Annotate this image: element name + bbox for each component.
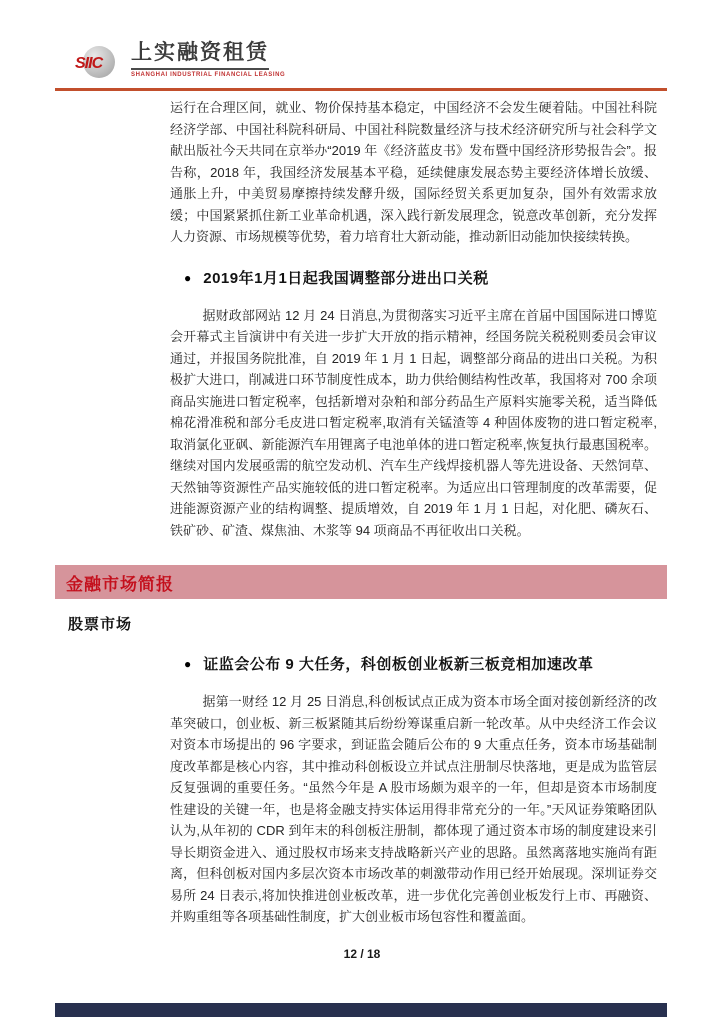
csrc-heading-text: 证监会公布 9 大任务，科创板创业板新三板竞相加速改革: [203, 656, 594, 673]
logo-siic-text: SIIC: [75, 55, 103, 72]
bullet-icon: ●: [184, 657, 192, 671]
page-number: 12 / 18: [343, 947, 381, 961]
header-divider: [55, 88, 667, 91]
csrc-heading: [184, 654, 657, 675]
footer-bar: [55, 1003, 667, 1017]
content-column: [66, 97, 657, 928]
bullet-icon: ●: [184, 270, 192, 285]
tariff-paragraph: 据财政部网站 12 月 24 日消息,为贯彻落实习近平主席在首届中国国际进口博览会开幕式主旨演讲中有关进一步扩大开放的指示精神，经国务院关税税则委员会审议通过，并报国务院批准，自 2019 年 1 月 1 日起，调整部分商品的进出口关税。为积极扩大进口，削减进口环节制度性成本，助力供给侧结构性改革，我国将对 700 余项商品实施进口暂定税率，包括新增对杂粕和部分药品生产原料实施零关税，适当降低棉花滑准税和部分毛皮进口暂定税率,取消有关锰渣等 4 种固体废物的进口暂定税率,取消氯化亚砜、新能源汽车用锂离子电池单体的进口暂定税率,恢复执行最惠国税率。继续对国内发展亟需的航空发动机、汽车生产线焊接机器人等先进设备、天然饲草、天然铀等资源性产品实施较低的进口暂定税率。为适应出口管理制度的改革需要，促进能源资源产业的结构调整、提质增效，自 2019 年 1 月 1 日起，对化肥、磷灰石、铁矿砂、矿渣、煤焦油、木浆等 94 项商品不再征收出口关税。: [170, 307, 657, 538]
header: [75, 36, 285, 78]
company-logo: [75, 36, 285, 78]
logo-names: [131, 36, 285, 78]
tariff-heading: [184, 268, 657, 289]
company-name-en: SHANGHAI INDUSTRIAL FINANCIAL LEASING: [131, 72, 286, 78]
section-banner-label: 金融市场简报: [66, 574, 174, 594]
section-banner: [55, 565, 667, 599]
tariff-heading-text: 2019年1月1日起我国调整部分进出口关税: [203, 269, 489, 287]
siic-logo-icon: [75, 46, 123, 78]
company-name-cn: 上实融资租赁: [131, 36, 269, 70]
intro-paragraph: 运行在合理区间，就业、物价保持基本稳定，中国经济不会发生硬着陆。中国社科院经济学部、中国社科院科研局、中国社科院数量经济与技术经济研究所与社会科学文献出版社今天共同在京举办“2019 年《经济蓝皮书》发布暨中国经济形势报告会”。报告称，2018 年，我国经济发展基本平稳，延续健康发展态势主要经济体增长放缓、通胀上升，中美贸易摩擦持续发酵升级，国际经贸关系更加复杂，国外有效需求放缓；中国紧紧抓住新工业革命机遇，深入践行新发展理念，锐意改革创新，充分发挥人力资源、市场规模等优势，着力培育壮大新动能，推动新旧动能加快接续转换。: [170, 100, 657, 244]
subsection-title: 股票市场: [68, 616, 133, 633]
csrc-paragraph: 据第一财经 12 月 25 日消息,科创板试点正成为资本市场全面对接创新经济的改革突破口，创业板、新三板紧随其后纷纷筹谋重启新一轮改革。从中央经济工作会议对资本市场提出的 96 字要求，到证监会随后公布的 9 大重点任务，资本市场基础制度改革都是核心内容，其中推动科创板设立并试点注册制尽快落地，更是成为监管层反复强调的重要任务。“虽然今年是 A 股市场颇为艰辛的一年，但却是资本市场制度性建设的关键一年，也是将金融支持实体运用得非常充分的一年。”天风证券策略团队认为,从年初的 CDR 到年末的科创板注册制，都体现了通过资本市场的制度建设来引导长期资金进入、通过股权市场来支持战略新兴产业的思路。虽然离落地实施尚有距离，但科创板对国内多层次资本市场改革的刺激带动作用已经开始展现。深圳证券交易所 24 日表示,将加快推进创业板改革，进一步优化完善创业板发行上市、再融资、并购重组等各项基础性制度，扩大创业板市场包容性和覆盖面。: [170, 694, 657, 924]
